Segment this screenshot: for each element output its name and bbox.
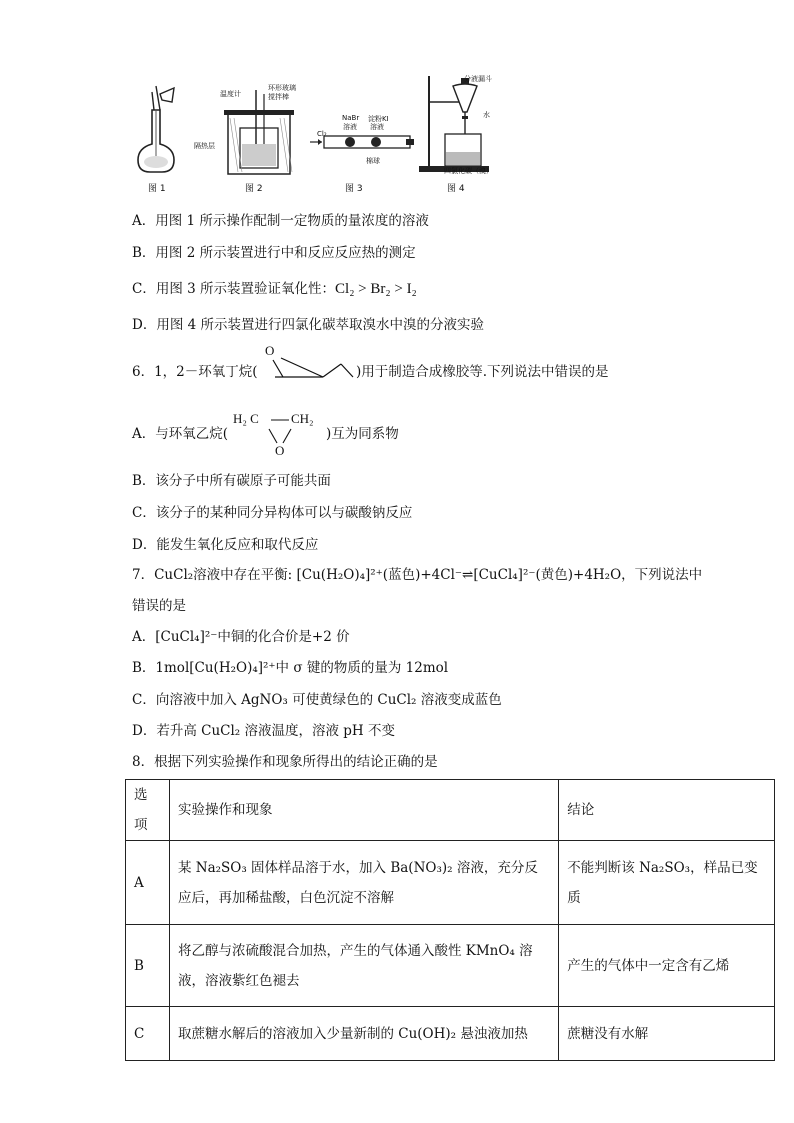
q6-stem-suffix: )用于制造合成橡胶等.下列说法中错误的是 xyxy=(356,364,609,380)
figure-4-funnel-label: 分液漏斗 xyxy=(464,75,492,83)
table-row xyxy=(126,841,775,925)
row-a-operation xyxy=(169,841,558,925)
figure-3-ki-label-b: 溶液 xyxy=(370,123,384,131)
row-a-conclusion-line-2: 质 xyxy=(567,889,581,906)
q7-option-a: A．[CuCl₄]²⁻中铜的化合价是+2 价 xyxy=(132,629,350,645)
row-c-operation: 取蔗糖水解后的溶液加入少量新制的 Cu(OH)₂ 悬浊液加热 xyxy=(169,1007,558,1061)
q6-epoxybutane-structure xyxy=(265,344,357,384)
q5-option-b: B．用图 2 所示装置进行中和反应反应热的测定 xyxy=(132,245,416,261)
q6-eo-left-carbon: H₂ C xyxy=(233,411,259,426)
q5-option-c-formula: Cl₂ > Br₂ > I₂ xyxy=(335,281,417,297)
q7-option-b: B．1mol[Cu(H₂O)₄]²⁺中 σ 键的物质的量为 12mol xyxy=(132,660,449,676)
figure-3-nabr-label-b: 溶液 xyxy=(343,123,357,131)
row-b-conclusion: 产生的气体中一定含有乙烯 xyxy=(559,925,775,1007)
table-header-row xyxy=(126,780,775,841)
q8-stem: 8．根据下列实验操作和现象所得出的结论正确的是 xyxy=(132,754,438,770)
figure-2-stirrer-label-a: 环形玻璃 xyxy=(268,84,296,92)
row-c-option: C xyxy=(126,1007,170,1061)
header-operation: 实验操作和现象 xyxy=(169,780,558,841)
q5-option-c xyxy=(132,279,417,299)
row-b-operation xyxy=(169,925,558,1007)
figure-1-label: 图 1 xyxy=(148,184,166,194)
figure-2-thermometer-label: 温度计 xyxy=(220,90,241,98)
figure-4-ccl4-label: 四氯化碳（溴） xyxy=(444,167,493,175)
q5-option-a: A．用图 1 所示操作配制一定物质的量浓度的溶液 xyxy=(132,213,429,229)
row-b-operation-line-2: 液，溶液紫红色褪去 xyxy=(177,972,300,989)
figure-3-cl2-label: Cl₂ xyxy=(317,130,327,138)
figure-3-cotton-label: 棉球 xyxy=(366,157,380,165)
q8-experiment-table xyxy=(125,779,775,1061)
q6-option-b: B．该分子中所有碳原子可能共面 xyxy=(132,473,331,489)
figure-3-nabr-label-a: NaBr xyxy=(342,114,360,122)
q5-option-d: D．用图 4 所示装置进行四氯化碳萃取溴水中溴的分液实验 xyxy=(132,317,484,333)
figure-4-separatory-funnel xyxy=(415,72,495,174)
row-a-option: A xyxy=(126,841,170,925)
row-a-conclusion xyxy=(559,841,775,925)
table-row xyxy=(126,925,775,1007)
figure-4-water-label: 水 xyxy=(483,111,490,119)
figure-3-label: 图 3 xyxy=(345,184,363,194)
header-conclusion: 结论 xyxy=(559,780,775,841)
q7-stem-line-1: 7．CuCl₂溶液中存在平衡: [Cu(H₂O)₄]²⁺(蓝色)+4Cl⁻⇌[CuCl₄]²⁻(黄色)+4H₂O，下列说法中 xyxy=(132,567,703,583)
figure-1-volumetric-flask xyxy=(130,82,190,177)
row-b-option: B xyxy=(126,925,170,1007)
q7-option-d: D．若升高 CuCl₂ 溶液温度，溶液 pH 不变 xyxy=(132,723,395,739)
figure-2-stirrer-label-b: 搅拌棒 xyxy=(268,93,289,101)
q5-option-c-text: C．用图 3 所示装置验证氧化性： xyxy=(132,281,336,297)
figure-2-insulation-label: 隔热层 xyxy=(194,142,215,150)
q6-ethylene-oxide-structure xyxy=(233,411,325,461)
header-option: 选项 xyxy=(126,780,170,841)
q6-eo-oxygen: O xyxy=(275,443,285,458)
q6-option-d: D．能发生氧化反应和取代反应 xyxy=(132,537,319,553)
row-b-operation-line-1: 将乙醇与浓硫酸混合加热，产生的气体通入酸性 KMnO₄ 溶 xyxy=(177,942,533,959)
figure-2-label: 图 2 xyxy=(245,184,263,194)
q7-option-c: C．向溶液中加入 AgNO₃ 可使黄绿色的 CuCl₂ 溶液变成蓝色 xyxy=(132,692,502,708)
row-a-operation-line-2: 应后，再加稀盐酸，白色沉淀不溶解 xyxy=(177,889,394,906)
q6-epoxybutane-oxygen: O xyxy=(265,343,275,358)
row-c-conclusion: 蔗糖没有水解 xyxy=(559,1007,775,1061)
figure-3-ki-label-a: 淀粉KI xyxy=(368,115,389,123)
row-a-operation-line-1: 某 Na₂SO₃ 固体样品溶于水，加入 Ba(NO₃)₂ 溶液，充分反 xyxy=(177,859,538,876)
q6-stem-prefix: 6．1，2－环氧丁烷( xyxy=(132,364,258,380)
q6-option-c: C．该分子的某种同分异构体可以与碳酸钠反应 xyxy=(132,505,413,521)
figure-2-calorimeter xyxy=(222,88,302,178)
table-row xyxy=(126,1007,775,1061)
q6-option-a-suffix: )互为同系物 xyxy=(326,426,399,442)
q6-option-a-prefix: A．与环氧乙烷( xyxy=(132,426,229,442)
q7-stem-line-2: 错误的是 xyxy=(132,598,186,614)
q6-eo-right-carbon: CH₂ xyxy=(291,411,314,426)
figure-4-label: 图 4 xyxy=(447,184,465,194)
row-a-conclusion-line-1: 不能判断该 Na₂SO₃，样品已变 xyxy=(567,859,758,876)
